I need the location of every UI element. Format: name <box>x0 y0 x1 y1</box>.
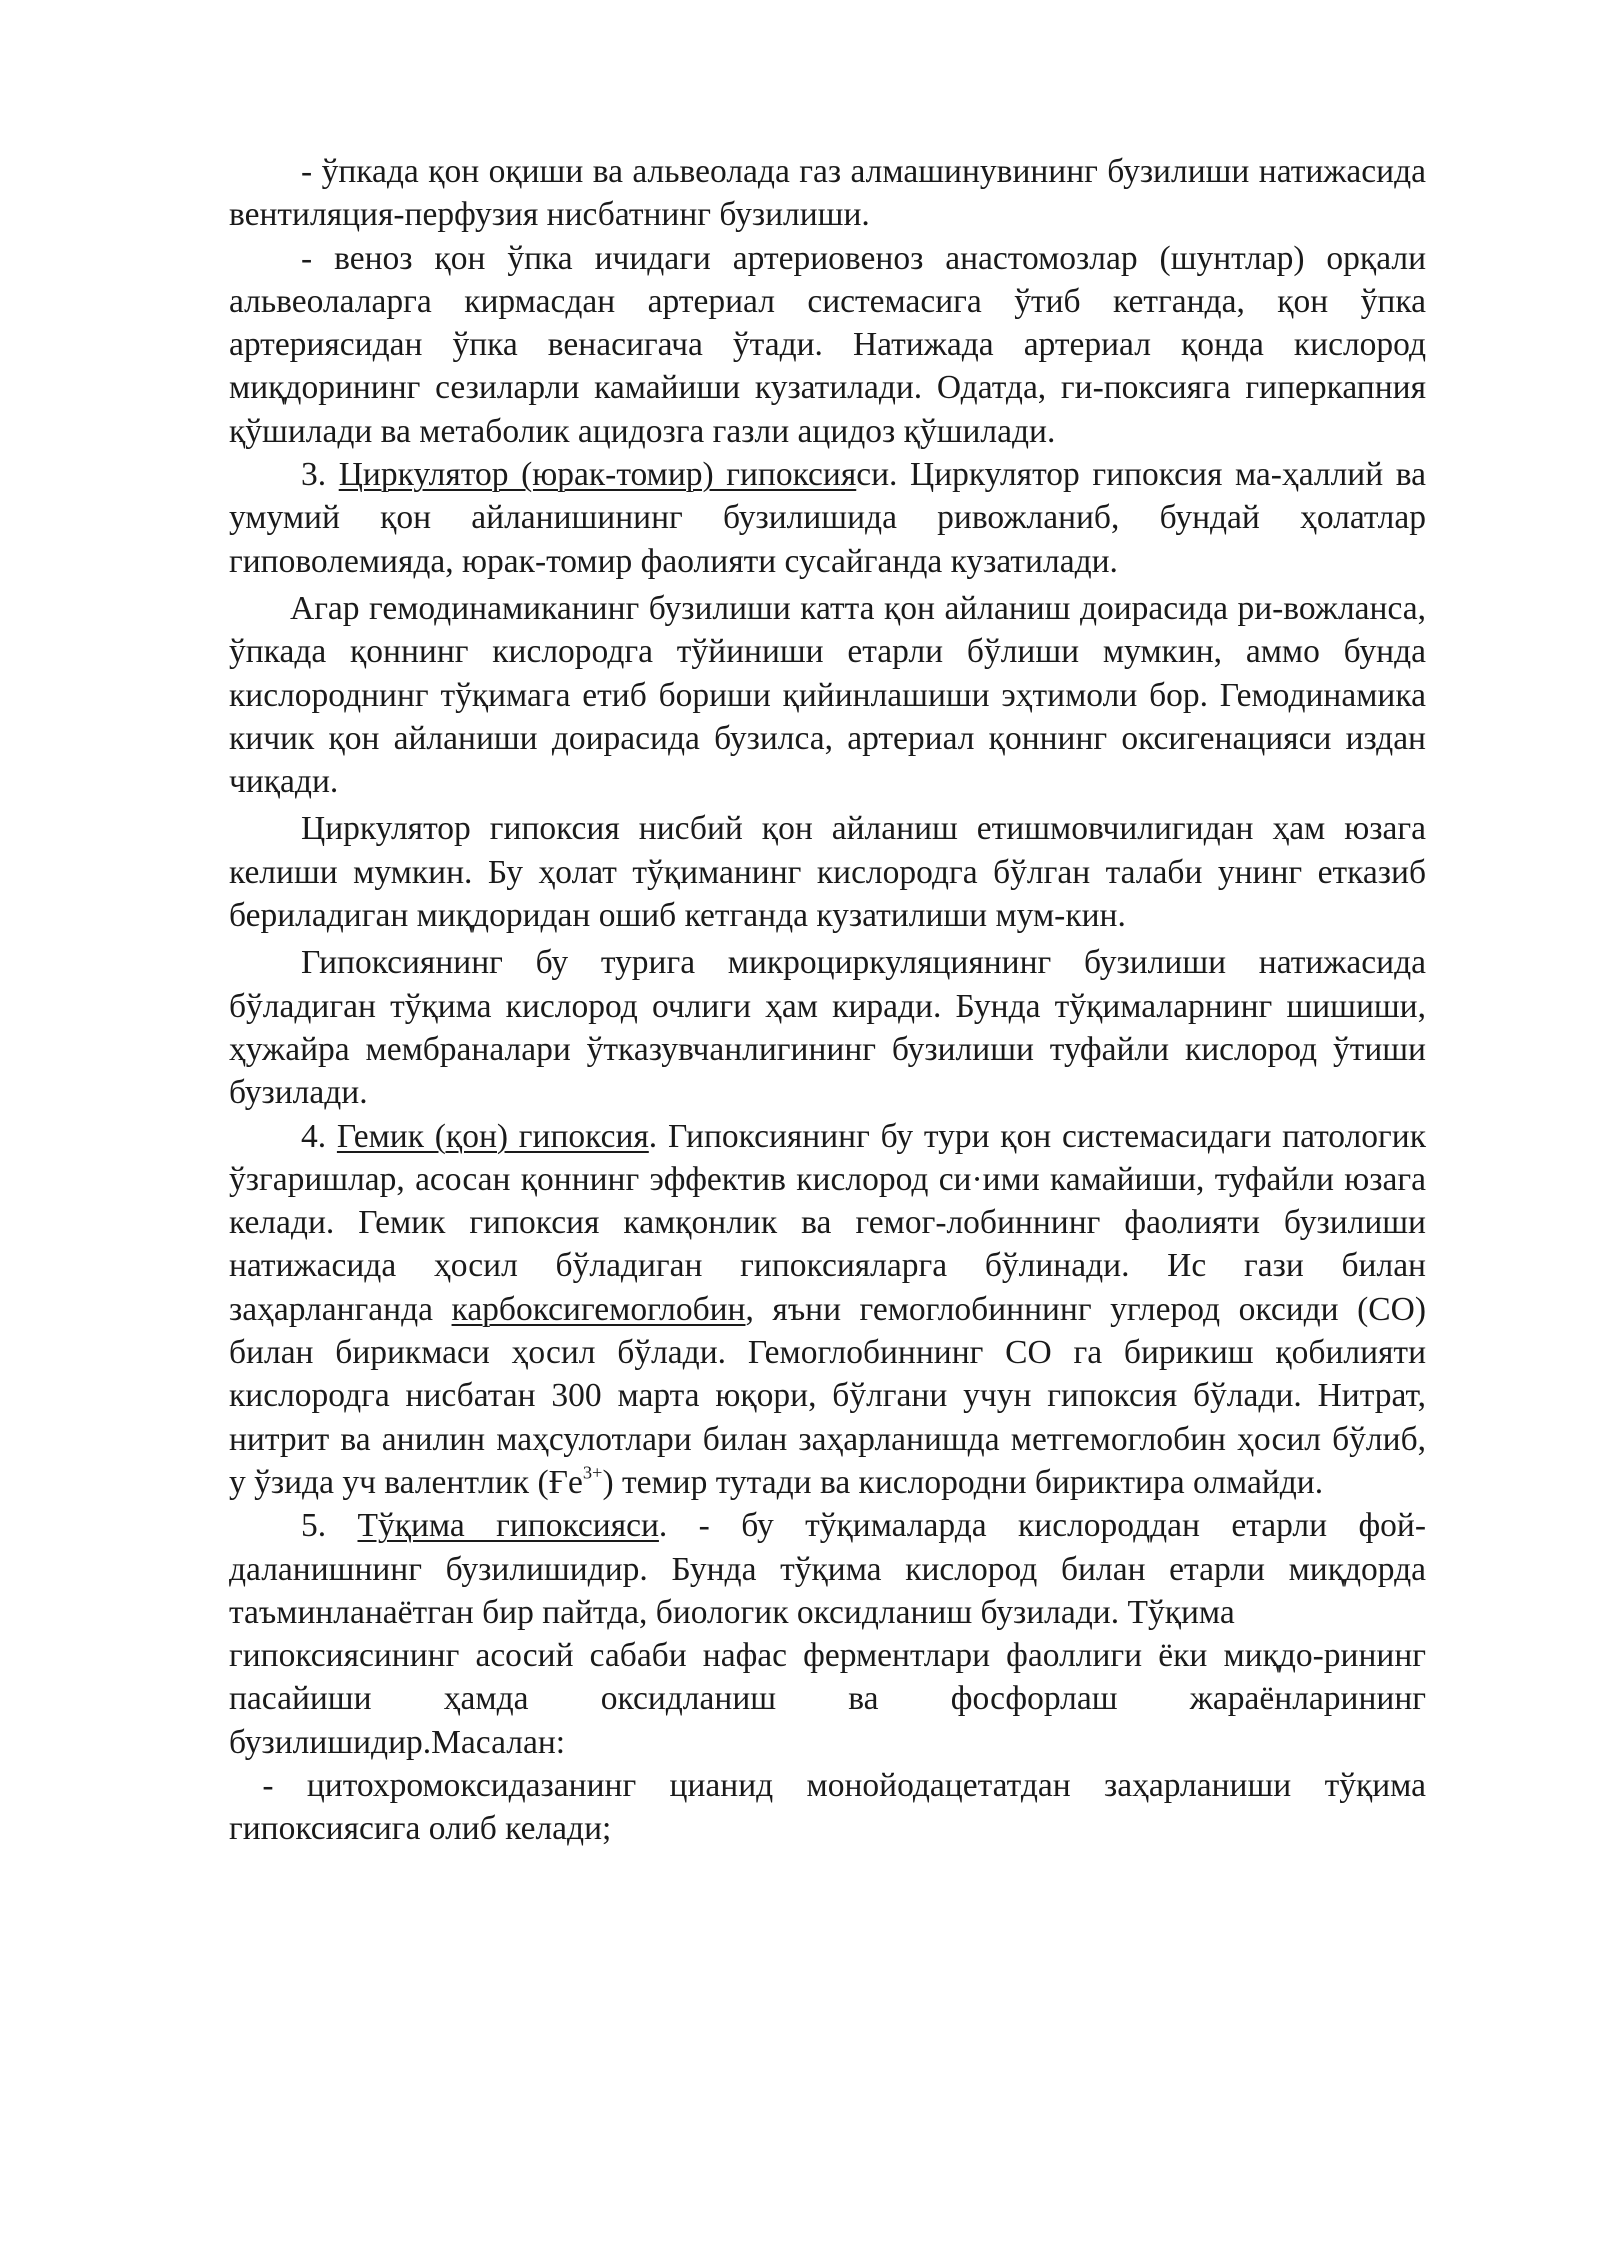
superscript-valence: 3+ <box>582 1462 603 1483</box>
term-hemic-hypoxia: Гемик (қон) гипоксия <box>336 1117 649 1155</box>
paragraph-circulatory-hypoxia <box>229 453 1426 583</box>
paragraph-text: , яъни гемоглобиннинг углерод оксиди (СО) билан бирикмаси ҳосил бўлади. Гемоглобиннинг СО га бирикиш қобилияти кислородга нисбатан 300 марта юқори, бўлгани учун гипоксия бўлади. Нитрат, нитрит ва анилин маҳсулотлари билан заҳарланишда метгемоглобин ҳосил бўлиб, у ўзида уч валентлик (Ғе <box>229 1290 1426 1501</box>
paragraph-venous-shunt: - веноз қон ўпка ичидаги артериовеноз анастомозлар (шунтлар) орқали альвеолаларга кирмасдан артериал системасига ўтиб кетганда, қон ўпка артериясидан ўпка венасигача ўтади. Натижада артериал қонда кислород миқдорининг сезиларли камайиши кузатилади. Одатда, ги-поксияга гиперкапния қўшилади ва метаболик ацидозга газли ацидоз қўшилади. <box>229 239 1426 450</box>
list-number: 5. <box>301 1507 358 1545</box>
paragraph-text: ) темир тутади ва кислородни бириктира олмайди. <box>602 1463 1324 1501</box>
paragraph-text: . Гипоксиянинг бу тури қон системасидаги патологик ўзгаришлар, асосан қоннинг эффектив кислород си·ими камайиши, туфайли юзага келади. Гемик гипоксия камқонлик ва гемог-лобиннинг фаолияти бузилиши натижасида ҳосил бўладиган гипоксияларга бўлинади. Ис гази билан заҳарланганда <box>229 1117 1426 1328</box>
paragraph-tissue-hypoxia <box>229 1504 1426 1634</box>
term-tissue-hypoxia: Тўқима гипоксияси <box>357 1507 659 1545</box>
paragraph-text: си. Циркулятор гипоксия ма-ҳаллий ва умумий қон айланишининг бузилишида ривожланиб, бундай ҳолатлар гиповолемияда, юрак-томир фаолияти сусайганда кузатилади. <box>229 456 1426 580</box>
term-circulatory-hypoxia: Циркулятор (юрак-томир) гипоксия <box>338 456 857 494</box>
paragraph-cytochrome-example: - цитохромоксидазанинг цианид монойодацетатдан заҳарланиши тўқима гипоксиясига олиб келади; <box>229 1766 1435 1848</box>
paragraph-tissue-hypoxia-cause: гипоксиясининг асосий сабаби нафас ферментлари фаоллиги ёки миқдо-рининг пасайиши ҳамда оксидланиш ва фосфорлаш жараёнларининг бузилишидир.Масалан: <box>229 1637 1426 1761</box>
paragraph-relative-insufficiency: Циркулятор гипоксия нисбий қон айланиш етишмовчилигидан ҳам юзага келиши мумкин. Бу ҳолат тўқиманинг кислородга бўлган талаби унинг етказиб бериладиган миқдоридан ошиб кетганда кузатилиши мум-кин. <box>229 810 1426 935</box>
paragraph-hemic-hypoxia <box>229 1115 1426 1505</box>
list-number: 3. <box>301 456 339 494</box>
paragraph-microcirculation: Гипоксиянинг бу турига микроциркуляциянинг бузилиши натижасида бўладиган тўқима кислород очлиги ҳам киради. Бунда тўқималарнинг шишиши, ҳужайра мембраналари ўтказувчанлигининг бузилиши туфайли кислород ўтиши бузилади. <box>229 944 1426 1112</box>
paragraph-hemodynamics: Агар гемодинамиканинг бузилиши катта қон айланиш доирасида ри-вожланса, ўпкада қоннинг кислородга тўйиниши етарли бўлиши мумкин, аммо бунда кислороднинг тўқимага етиб бориши қийинлашиши эҳтимоли бор. Гемодинамика кичик қон айланиши доирасида бузилса, артериал қоннинг оксигенацияси издан чиқади. <box>229 589 1426 801</box>
paragraph-text: . - бу тўқималарда кислороддан етарли фой-даланишнинг бузилишидир. Бунда тўқима кислород билан етарли миқдорда таъминланаётган бир пайтда, биологик оксидланиш бузилади. Тўқима <box>229 1507 1426 1631</box>
document-body <box>229 150 1435 1851</box>
paragraph-lung-blood-flow: - ўпкада қон оқиши ва альвеолада газ алмашинувининг бузилиши натижасида вентиляция-перфузия нисбатнинг бузилиши. <box>229 153 1426 234</box>
list-number: 4. <box>301 1117 337 1155</box>
term-carboxyhemoglobin: карбоксигемоглобин <box>451 1290 746 1328</box>
